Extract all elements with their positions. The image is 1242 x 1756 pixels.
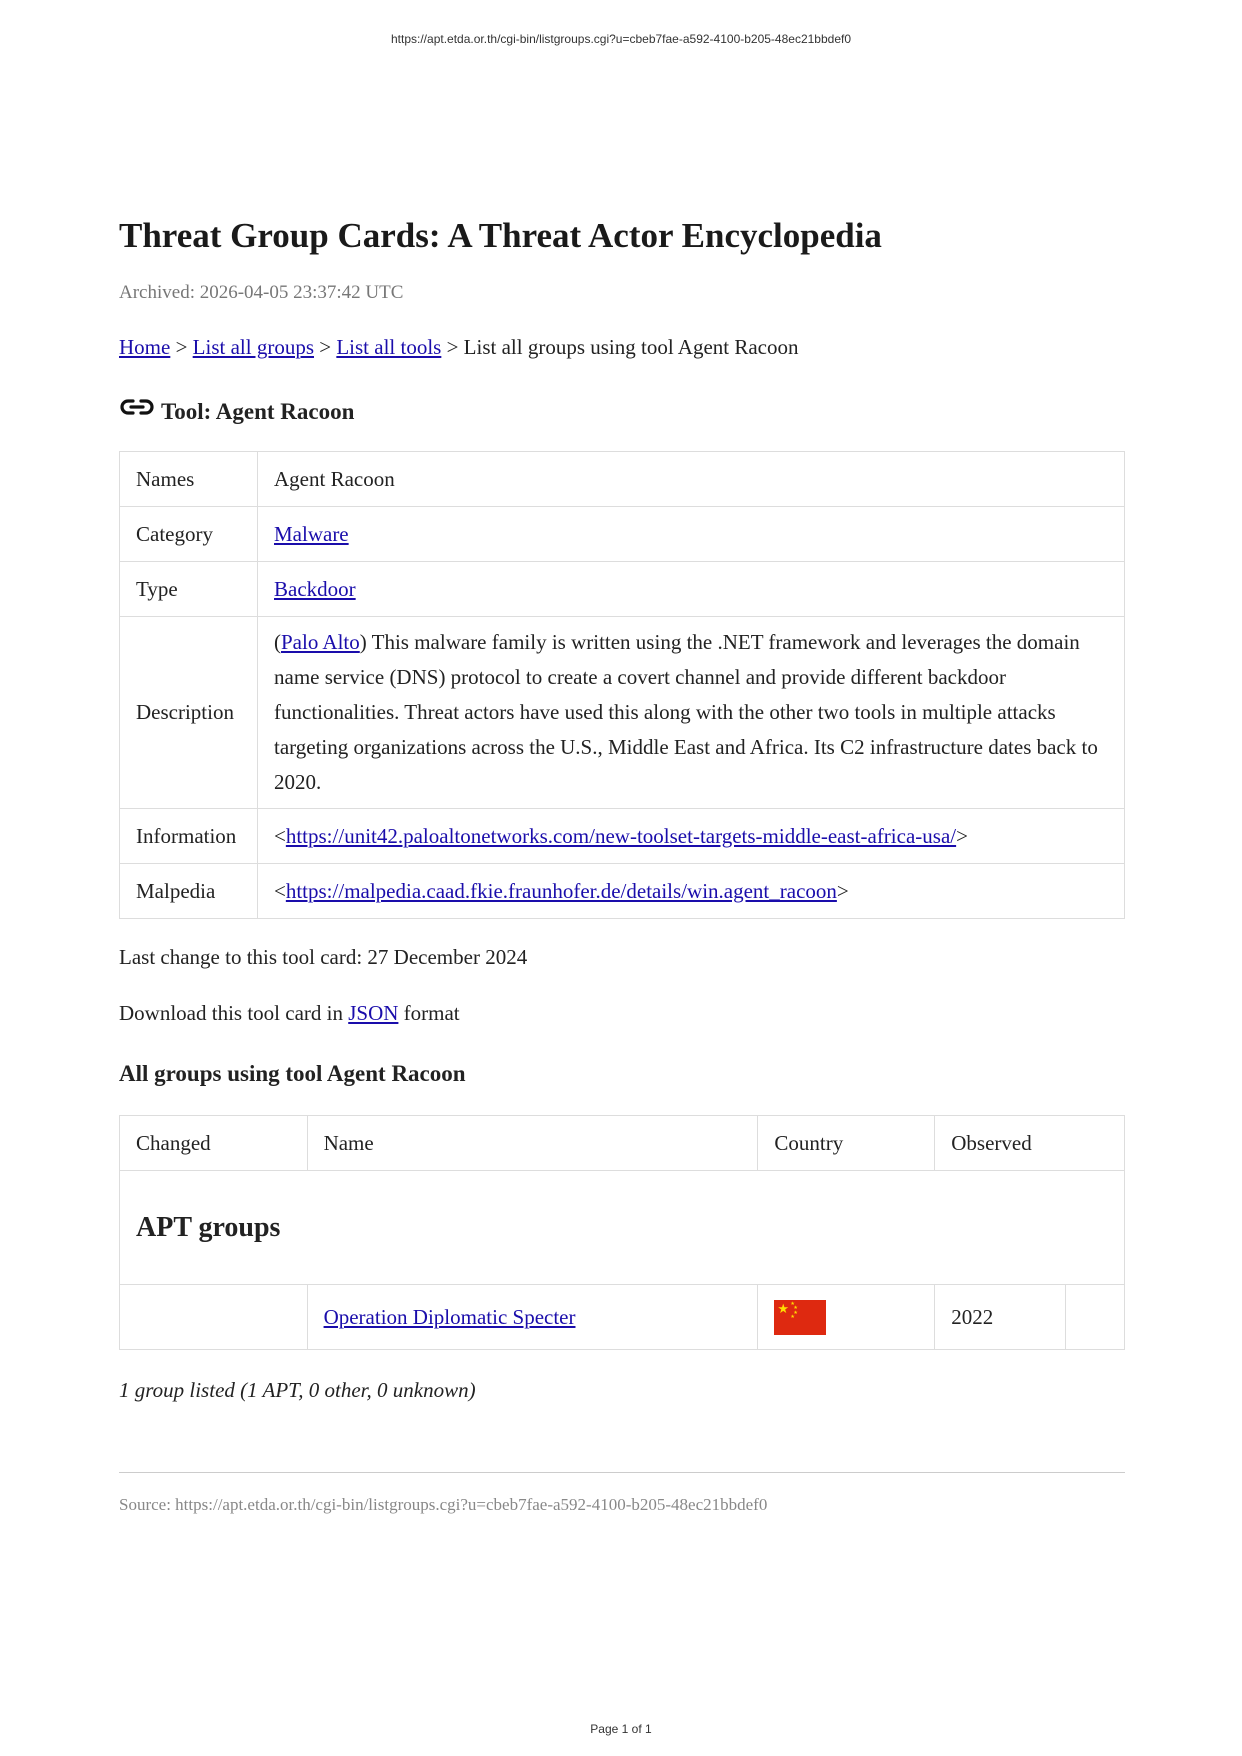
angle-open: < [274, 823, 286, 848]
table-row [120, 1285, 1125, 1350]
angle-close: > [956, 823, 968, 848]
table-row [120, 507, 1125, 562]
observed-cell: 2022 [935, 1285, 1066, 1350]
apt-groups-section-title [120, 1171, 1125, 1285]
malpedia-cell [258, 864, 1125, 919]
group-name-link[interactable]: Operation Diplomatic Specter [323, 1304, 576, 1329]
tool-heading [119, 395, 1125, 427]
tool-info-table [119, 451, 1125, 919]
table-row [120, 809, 1125, 864]
category-label: Category [120, 507, 258, 562]
breadcrumb-groups-link[interactable]: List all groups [192, 335, 314, 359]
angle-close: > [836, 878, 849, 903]
download-prefix: Download this tool card in [119, 1001, 349, 1025]
description-source-link[interactable]: Palo Alto [281, 630, 360, 654]
type-cell [258, 562, 1125, 617]
table-row [120, 452, 1125, 507]
flag-star-icon: ★ [793, 1305, 798, 1311]
tool-heading-text: Tool: Agent Racoon [161, 399, 355, 424]
category-link[interactable]: Malware [274, 521, 349, 546]
flag-star-icon: ★ [790, 1314, 795, 1320]
breadcrumb-home-link[interactable]: Home [119, 335, 171, 359]
breadcrumb-current: > List all groups using tool Agent Racoon [441, 335, 799, 359]
type-label: Type [120, 562, 258, 617]
link-icon [119, 395, 155, 419]
page-title: Threat Group Cards: A Threat Actor Encyclopedia [119, 216, 882, 255]
column-header-country: Country [758, 1116, 935, 1171]
malpedia-link[interactable]: https://malpedia.caad.fkie.fraunhofer.de/details/win.agent_racoon [285, 878, 837, 903]
china-flag-icon [774, 1300, 826, 1335]
table-row [120, 617, 1125, 809]
country-cell [758, 1285, 935, 1350]
changed-cell [120, 1285, 308, 1350]
type-link[interactable]: Backdoor [274, 576, 356, 601]
information-label: Information [120, 809, 258, 864]
section-row [120, 1171, 1125, 1285]
column-header-observed: Observed [935, 1116, 1125, 1171]
source-url: Source: https://apt.etda.or.th/cgi-bin/listgroups.cgi?u=cbeb7fae-a592-4100-b205-48ec21bbdef0 [119, 1495, 768, 1514]
apt-groups-title: APT groups [136, 1211, 281, 1243]
breadcrumb-separator: > [170, 335, 193, 359]
flag-star-icon: ★ [790, 1301, 795, 1307]
breadcrumb [119, 333, 1125, 361]
archived-timestamp: Archived: 2026-04-05 23:37:42 UTC [119, 282, 404, 303]
group-name-cell [307, 1285, 758, 1350]
information-link[interactable]: https://unit42.paloaltonetworks.com/new-toolset-targets-middle-east-africa-usa/ [285, 823, 957, 848]
category-cell [258, 507, 1125, 562]
breadcrumb-tools-link[interactable]: List all tools [336, 335, 442, 359]
table-row [120, 562, 1125, 617]
groups-heading: All groups using tool Agent Racoon [119, 1061, 466, 1086]
download-suffix: format [398, 1001, 460, 1025]
json-download-link[interactable]: JSON [348, 1001, 399, 1025]
empty-cell [1066, 1285, 1125, 1350]
page-number: Page 1 of 1 [590, 1722, 652, 1736]
description-text: ) This malware family is written using the .NET framework and leverages the domain name service (DNS) protocol to create a covert channel and provide different backdoor functionalities. Threat actors have used this along with the other two tools in multiple attacks targeting organizations across the U.S., Middle East and Africa. Its C2 infrastructure dates back to 2020. [274, 630, 1098, 794]
angle-open: < [274, 878, 286, 903]
divider [119, 1472, 1125, 1473]
page-content [119, 212, 1125, 1516]
description-label: Description [120, 617, 258, 809]
information-cell [258, 809, 1125, 864]
malpedia-label: Malpedia [120, 864, 258, 919]
description-cell [258, 617, 1125, 809]
table-row [120, 864, 1125, 919]
breadcrumb-separator: > [314, 335, 337, 359]
print-header-url: https://apt.etda.or.th/cgi-bin/listgroups.cgi?u=cbeb7fae-a592-4100-b205-48ec21bbdef0 [391, 32, 851, 46]
names-value: Agent Racoon [258, 452, 1125, 507]
description-paren: ( [274, 630, 281, 654]
table-header-row [120, 1116, 1125, 1171]
flag-star-icon: ★ [793, 1310, 798, 1316]
download-line [119, 999, 1125, 1027]
groups-table [119, 1115, 1125, 1350]
column-header-name: Name [307, 1116, 758, 1171]
column-header-changed: Changed [120, 1116, 308, 1171]
names-label: Names [120, 452, 258, 507]
groups-summary: 1 group listed (1 APT, 0 other, 0 unknown) [119, 1378, 476, 1402]
last-change-text: Last change to this tool card: 27 December 2024 [119, 945, 528, 969]
flag-star-icon: ★ [777, 1300, 790, 1316]
